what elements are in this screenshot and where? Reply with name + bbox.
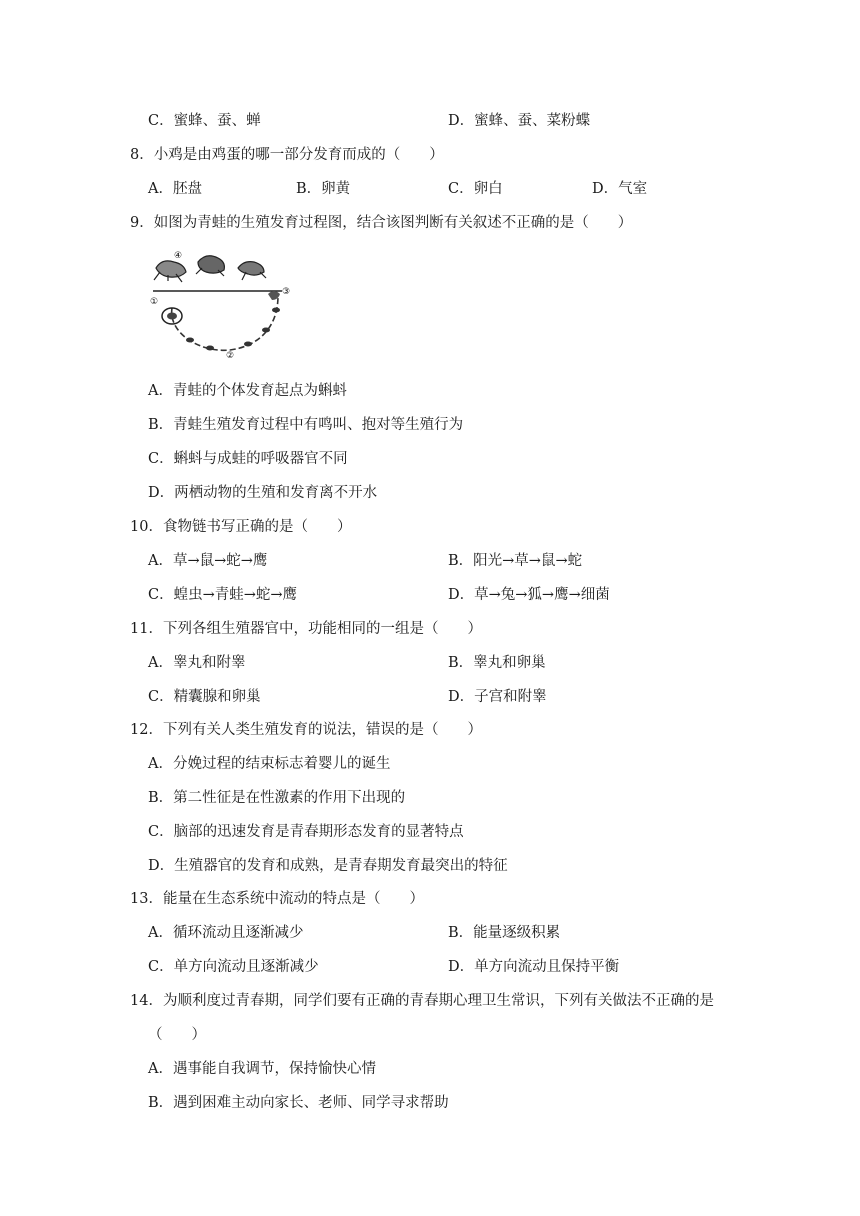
q8-option-b: B．卵黄: [296, 181, 351, 197]
q11-option-a: A．睾丸和附睾: [148, 655, 246, 671]
tadpole-illustrations: [186, 308, 280, 351]
q10-option-d: D．草→兔→狐→鹰→细菌: [448, 587, 610, 603]
q9-option-b: B．青蛙生殖发育过程中有鸣叫、抱对等生殖行为: [148, 417, 464, 433]
q9-option-d: D．两栖动物的生殖和发育离不开水: [148, 485, 378, 501]
figure-label-3: ③: [282, 287, 291, 297]
q13-option-a: A．循环流动且逐渐减少: [148, 925, 304, 941]
figure-label-1: ①: [150, 297, 159, 307]
q7-option-c: C．蜜蜂、蚕、蝉: [148, 113, 261, 129]
q9-option-c: C．蝌蚪与成蛙的呼吸器官不同: [148, 451, 348, 467]
q7-option-d: D．蜜蜂、蚕、菜粉蝶: [448, 113, 591, 129]
q10-stem: 10．食物链书写正确的是（ ）: [130, 519, 352, 535]
adult-frogs-illustration: [154, 256, 266, 282]
figure-label-2: ②: [226, 351, 235, 358]
q14-stem-line-2: （ ）: [148, 1027, 206, 1043]
q14-stem-line-1: 14．为顺利度过青春期，同学们要有正确的青春期心理卫生常识，下列有关做法不正确的是: [130, 993, 714, 1009]
frog-life-cycle-figure: [150, 248, 300, 358]
q11-option-b: B．睾丸和卵巢: [448, 655, 546, 671]
q13-option-b: B．能量逐级积累: [448, 925, 561, 941]
q11-option-d: D．子宫和附睾: [448, 689, 547, 705]
q12-stem: 12．下列有关人类生殖发育的说法，错误的是（ ）: [130, 722, 482, 738]
q8-option-c: C．卵白: [448, 181, 503, 197]
q8-stem: 8．小鸡是由鸡蛋的哪一部分发育而成的（ ）: [130, 147, 444, 163]
q10-option-c: C．蝗虫→青蛙→蛇→鹰: [148, 587, 298, 603]
q13-option-d: D．单方向流动且保持平衡: [448, 959, 620, 975]
q10-option-a: A．草→鼠→蛇→鹰: [148, 553, 268, 569]
q14-option-a: A．遇事能自我调节，保持愉快心情: [148, 1061, 376, 1077]
q12-option-b: B．第二性征是在性激素的作用下出现的: [148, 790, 406, 806]
q9-option-a: A．青蛙的个体发育起点为蝌蚪: [148, 383, 347, 399]
q11-option-c: C．精囊腺和卵巢: [148, 689, 261, 705]
q13-option-c: C．单方向流动且逐渐减少: [148, 959, 319, 975]
q8-option-d: D．气室: [592, 181, 648, 197]
q12-option-c: C．脑部的迅速发育是青春期形态发育的显著特点: [148, 824, 464, 840]
q12-option-a: A．分娩过程的结束标志着婴儿的诞生: [148, 756, 391, 772]
q14-option-b: B．遇到困难主动向家长、老师、同学寻求帮助: [148, 1095, 449, 1111]
q10-option-b: B．阳光→草→鼠→蛇: [448, 553, 583, 569]
q8-option-a: A．胚盘: [148, 181, 202, 197]
q9-stem: 9．如图为青蛙的生殖发育过程图，结合该图判断有关叙述不正确的是（ ）: [130, 215, 633, 231]
q12-option-d: D．生殖器官的发育和成熟，是青春期发育最突出的特征: [148, 858, 508, 874]
figure-label-4: ④: [174, 251, 183, 261]
q11-stem: 11．下列各组生殖器官中，功能相同的一组是（ ）: [130, 621, 482, 637]
q13-stem: 13．能量在生态系统中流动的特点是（ ）: [130, 891, 424, 907]
